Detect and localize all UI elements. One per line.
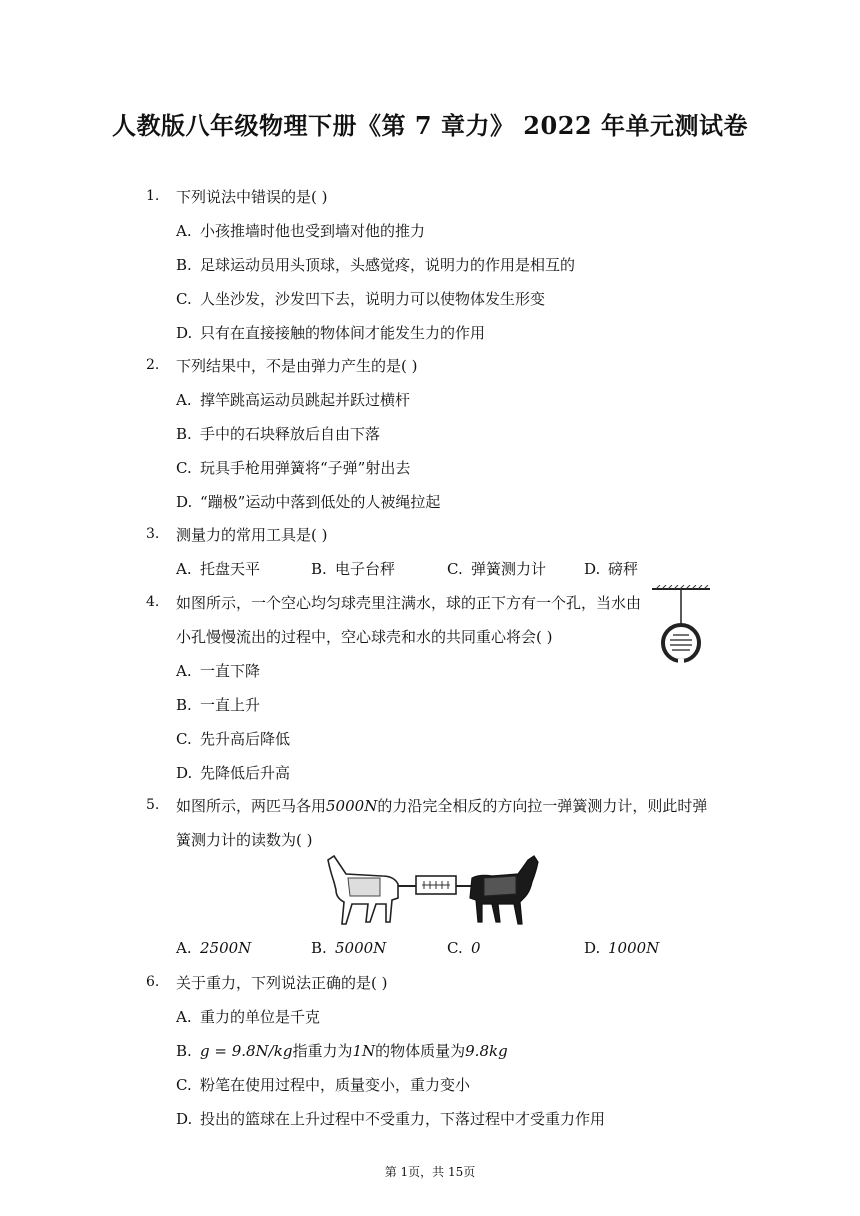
option-d: D. 先降低后升高 [176, 764, 291, 782]
option-a: A. 托盘天平 [176, 560, 261, 578]
option-b: B. 一直上升 [176, 696, 261, 714]
question-stem: 测量力的常用工具是( ) [176, 526, 328, 544]
option-c: C. 0 [447, 939, 481, 957]
option-a: A. 撑竿跳高运动员跳起并跃过横杆 [176, 391, 411, 409]
option-a: A. 小孩推墙时他也受到墙对他的推力 [176, 222, 426, 240]
question-number: 2. [146, 357, 160, 373]
question-stem-line1: 如图所示，一个空心均匀球壳里注满水，球的正下方有一个孔，当水由 [176, 594, 642, 612]
hanging-sphere-figure [650, 585, 712, 667]
option-c: C. 玩具手枪用弹簧将“子弹”射出去 [176, 459, 411, 477]
option-c: C. 先升高后降低 [176, 730, 291, 748]
option-d: D. 只有在直接接触的物体间才能发生力的作用 [176, 324, 486, 342]
option-b: B. 5000N [311, 939, 387, 957]
question-number: 3. [146, 526, 160, 542]
option-c: C. 弹簧测力计 [447, 560, 547, 578]
option-d: D. “蹦极”运动中落到低处的人被绳拉起 [176, 493, 441, 511]
question-stem: 关于重力，下列说法正确的是( ) [176, 974, 388, 992]
option-b: B. 足球运动员用头顶球，头感觉疼，说明力的作用是相互的 [176, 256, 576, 274]
option-b: B. 手中的石块释放后自由下落 [176, 425, 381, 443]
option-d: D. 1000N [584, 939, 660, 957]
question-number: 6. [146, 974, 160, 990]
option-d: D. 磅秤 [584, 560, 639, 578]
question-stem: 下列说法中错误的是( ) [176, 188, 328, 206]
option-c: C. 人坐沙发，沙发凹下去，说明力可以使物体发生形变 [176, 290, 546, 308]
page-title: 人教版八年级物理下册《第 7 章力》 2022 年单元测试卷 [112, 111, 748, 140]
horses-pulling-figure [320, 852, 544, 932]
option-a: A. 一直下降 [176, 662, 261, 680]
question-stem-line1: 如图所示，两匹马各用5000N的力沿完全相反的方向拉一弹簧测力计，则此时弹 [176, 797, 708, 815]
option-b: B. 电子台秤 [311, 560, 396, 578]
page-footer: 第 1页，共 15页 [384, 1165, 476, 1179]
question-number: 1. [146, 188, 160, 204]
option-a: A. 重力的单位是千克 [176, 1008, 321, 1026]
option-d: D. 投出的篮球在上升过程中不受重力，下落过程中才受重力作用 [176, 1110, 606, 1128]
option-a: A. 2500N [176, 939, 252, 957]
option-b: B. g = 9.8N/kg指重力为1N的物体质量为9.8kg [176, 1042, 508, 1060]
question-stem: 下列结果中，不是由弹力产生的是( ) [176, 357, 418, 375]
option-c: C. 粉笔在使用过程中，质量变小，重力变小 [176, 1076, 471, 1094]
question-stem-line2: 簧测力计的读数为( ) [176, 831, 313, 849]
question-stem-line2: 小孔慢慢流出的过程中，空心球壳和水的共同重心将会( ) [176, 628, 553, 646]
question-number: 4. [146, 594, 160, 610]
question-number: 5. [146, 797, 160, 813]
